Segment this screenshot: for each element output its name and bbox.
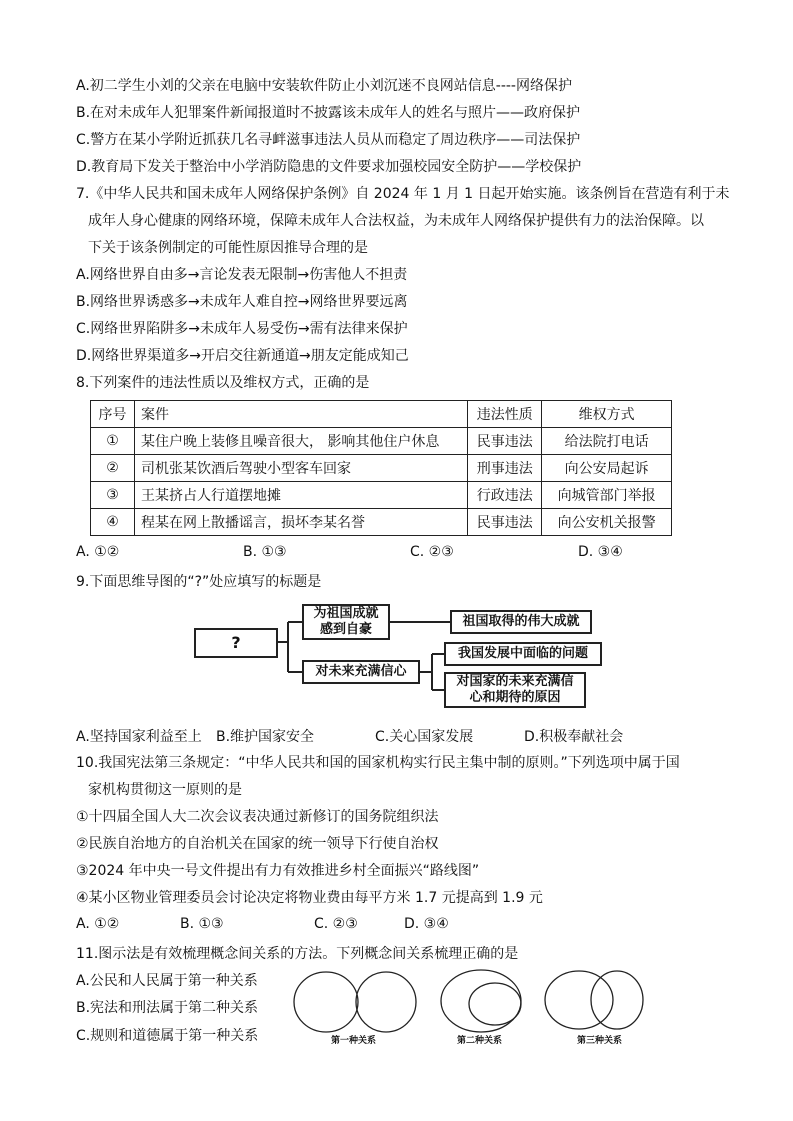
venn1-circle-right: [356, 972, 416, 1032]
table-header-row: [91, 401, 672, 428]
case-table: [90, 400, 672, 536]
table-cell: 民事违法: [468, 509, 542, 536]
q10-option-b: B. ①③: [180, 916, 224, 932]
q10-item-4: ④某小区物业管理委员会讨论决定将物业费由每平方米 1.7 元提高到 1.9 元: [76, 890, 543, 906]
table-cell: 给法院打电话: [542, 428, 672, 455]
q8-option-b: B. ①③: [243, 544, 287, 560]
table-header: 序号: [91, 401, 135, 428]
mind-map-leaf3: 对国家的未来充满信心和期待的原因: [444, 672, 586, 708]
q11-stem: 11.图示法是有效梳理概念间关系的方法。下列概念间关系梳理正确的是: [76, 946, 519, 962]
q9-option-a: A.坚持国家利益至上: [76, 729, 202, 745]
q9-stem: 9.下面思维导图的“?”处应填写的标题是: [76, 574, 322, 590]
mind-map-connector-root: [278, 622, 302, 672]
table-cell: 向公安机关报警: [542, 509, 672, 536]
venn1-label: 第一种关系: [331, 1036, 377, 1046]
q8-stem: 8.下列案件的违法性质以及维权方式，正确的是: [76, 375, 370, 391]
table-header: 案件: [134, 401, 467, 428]
table-row: [91, 455, 672, 482]
q7-stem-line3: 下关于该条例制定的可能性原因推导合理的是: [88, 240, 368, 256]
table-header: 维权方式: [542, 401, 672, 428]
venn3-circle-right: [591, 971, 643, 1029]
mind-map-root: ?: [194, 628, 278, 658]
mind-map-leaf1: 祖国取得的伟大成就: [450, 610, 592, 634]
q6-option-c: C.警方在某小学附近抓获几名寻衅滋事违法人员从而稳定了周边秩序——司法保护: [76, 132, 581, 148]
q10-option-d: D. ③④: [404, 916, 449, 932]
q10-item-3: ③2024 年中央一号文件提出有力有效推进乡村全面振兴“路线图”: [76, 863, 480, 879]
q9-option-c: C.关心国家发展: [375, 729, 474, 745]
venn2-circle-outer: [441, 970, 521, 1032]
q10-stem-line2: 家机构贯彻这一原则的是: [88, 782, 242, 798]
table-cell: ②: [91, 455, 135, 482]
q10-stem-line1: 10.我国宪法第三条规定：“中华人民共和国的国家机构实行民主集中制的原则。”下列选项中属于国: [76, 755, 680, 771]
q7-option-a: A.网络世界自由多→言论发表无限制→伤害他人不担责: [76, 267, 408, 283]
mind-map-connector-branch2: [420, 654, 444, 690]
q7-option-b: B.网络世界诱惑多→未成年人难自控→网络世界要远离: [76, 294, 408, 310]
table-cell: ④: [91, 509, 135, 536]
q8-option-a: A. ①②: [76, 544, 120, 560]
table-cell: 向城管部门举报: [542, 482, 672, 509]
q8-option-d: D. ③④: [578, 544, 623, 560]
venn2-circle-inner: [469, 983, 521, 1025]
q11-option-a: A.公民和人民属于第一种关系: [76, 973, 258, 989]
q11-option-b: B.宪法和刑法属于第二种关系: [76, 1000, 259, 1016]
table-row: [91, 509, 672, 536]
table-cell: ③: [91, 482, 135, 509]
table-cell: 刑事违法: [468, 455, 542, 482]
q10-option-c: C. ②③: [314, 916, 358, 932]
venn1-circle-left: [294, 972, 358, 1032]
q9-option-d: D.积极奉献社会: [524, 729, 624, 745]
venn3-label: 第三种关系: [577, 1036, 623, 1046]
table-cell: 行政违法: [468, 482, 542, 509]
table-cell: 某住户晚上装修且噪音很大， 影响其他住户休息: [134, 428, 467, 455]
table-cell: 王某挤占人行道摆地摊: [134, 482, 467, 509]
q10-item-2: ②民族自治地方的自治机关在国家的统一领导下行使自治权: [76, 836, 439, 852]
mind-map-branch1: 为祖国成就感到自豪: [302, 604, 390, 640]
table-header: 违法性质: [468, 401, 542, 428]
venn2-label: 第二种关系: [457, 1036, 503, 1046]
q9-option-b: B.维护国家安全: [216, 729, 315, 745]
table-cell: ①: [91, 428, 135, 455]
table-cell: 程某在网上散播谣言，损坏李某名誉: [134, 509, 467, 536]
q6-option-d: D.教育局下发关于整治中小学消防隐患的文件要求加强校园安全防护——学校保护: [76, 159, 582, 175]
q6-option-a: A.初二学生小刘的父亲在电脑中安装软件防止小刘沉迷不良网站信息----网络保护: [76, 78, 572, 94]
mind-map-branch2: 对未来充满信心: [302, 660, 420, 684]
q10-option-a: A. ①②: [76, 916, 120, 932]
q11-option-c: C.规则和道德属于第一种关系: [76, 1028, 259, 1044]
q7-stem-line1: 7.《中华人民共和国未成年人网络保护条例》自 2024 年 1 月 1 日起开始实施。该条例旨在营造有利于未: [76, 186, 730, 202]
q8-option-c: C. ②③: [410, 544, 454, 560]
q7-stem-line2: 成年人身心健康的网络环境，保障未成年人合法权益，为未成年人网络保护提供有力的法治保障。以: [88, 213, 704, 229]
table-cell: 民事违法: [468, 428, 542, 455]
q7-option-d: D.网络世界渠道多→开启交往新通道→朋友定能成知己: [76, 348, 409, 364]
mind-map-leaf2: 我国发展中面临的问题: [444, 642, 602, 666]
venn3-circle-left: [545, 971, 613, 1029]
table-row: [91, 482, 672, 509]
table-row: [91, 428, 672, 455]
table-cell: 向公安局起诉: [542, 455, 672, 482]
q10-item-1: ①十四届全国人大二次会议表决通过新修订的国务院组织法: [76, 809, 439, 825]
q7-option-c: C.网络世界陷阱多→未成年人易受伤→需有法律来保护: [76, 321, 408, 337]
table-cell: 司机张某饮酒后驾驶小型客车回家: [134, 455, 467, 482]
q6-option-b: B.在对未成年人犯罪案件新闻报道时不披露该未成年人的姓名与照片——政府保护: [76, 105, 581, 121]
